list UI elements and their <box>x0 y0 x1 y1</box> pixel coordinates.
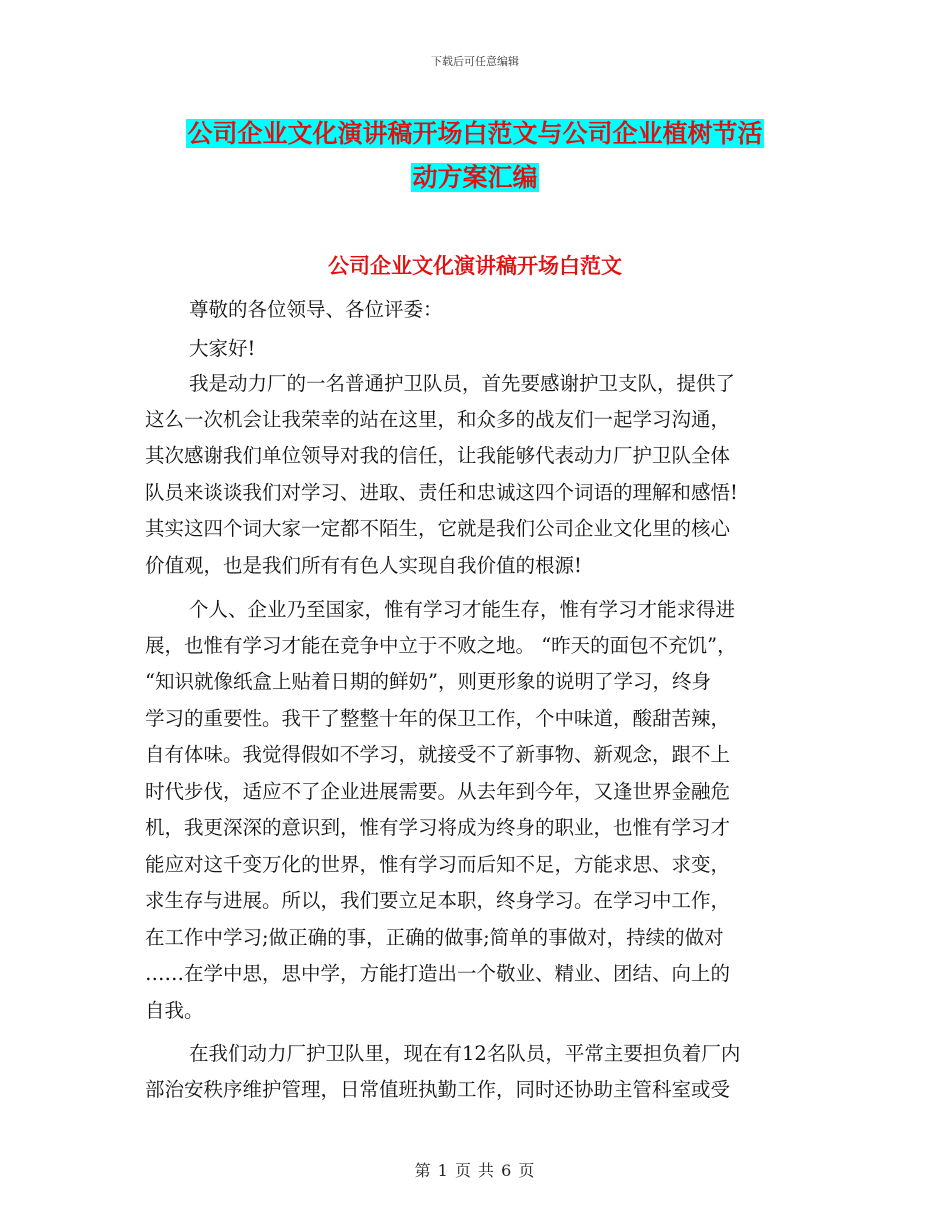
body-line: 求生存与进展。所以，我们要立足本职，终身学习。在学习中工作， <box>145 889 731 912</box>
body-line: 在我们动力厂护卫队里，现在有12名队员，平常主要担负着厂内 <box>189 1042 741 1065</box>
document-title-line-2 <box>0 158 950 194</box>
body-line: ……在学中思，思中学，方能打造出一个敬业、精业、团结、向上的 <box>145 962 731 985</box>
body-line: 部治安秩序维护管理，日常值班执勤工作，同时还协助主管科室或受 <box>145 1078 731 1101</box>
section-title: 公司企业文化演讲稿开场白范文 <box>328 254 622 278</box>
body-line: 展，也惟有学习才能在竞争中立于不败之地。 “昨天的面包不充饥”， <box>145 634 737 657</box>
body-line: “知识就像纸盒上贴着日期的鲜奶”，则更形象的说明了学习，终身 <box>145 670 711 693</box>
body-line: 队员来谈谈我们对学习、进取、责任和忠诚这四个词语的理解和感悟! <box>145 481 738 504</box>
body-line: 尊敬的各位领导、各位评委： <box>189 298 443 321</box>
header-note: 下载后可任意编辑 <box>431 55 519 68</box>
document-title-line-1 <box>0 114 950 150</box>
body-line: 其次感谢我们单位领导对我的信任，让我能够代表动力厂护卫队全体 <box>145 444 731 467</box>
title-highlight-1: 公司企业文化演讲稿开场白范文与公司企业植树节活 <box>187 119 763 148</box>
page-footer: 第 1 页 共 6 页 <box>414 1161 536 1180</box>
body-line: 个人、企业乃至国家，惟有学习才能生存，惟有学习才能求得进 <box>189 598 736 621</box>
body-line: 其实这四个词大家一定都不陌生，它就是我们公司企业文化里的核心 <box>145 517 731 540</box>
body-line: 机，我更深深的意识到，惟有学习将成为终身的职业，也惟有学习才 <box>145 816 731 839</box>
body-line: 自我。 <box>145 999 204 1022</box>
body-line: 能应对这千变万化的世界，惟有学习而后知不足，方能求思、求变， <box>145 853 731 876</box>
body-line: 时代步伐，适应不了企业进展需要。从去年到今年，又逢世界金融危 <box>145 780 731 803</box>
body-line: 这么一次机会让我荣幸的站在这里，和众多的战友们一起学习沟通， <box>145 408 731 431</box>
title-highlight-2: 动方案汇编 <box>412 163 538 192</box>
body-line: 大家好! <box>189 337 256 360</box>
body-line: 我是动力厂的一名普通护卫队员，首先要感谢护卫支队，提供了 <box>189 372 736 395</box>
body-line: 价值观，也是我们所有有色人实现自我价值的根源! <box>145 554 582 577</box>
body-line: 在工作中学习;做正确的事，正确的做事;简单的事做对，持续的做对 <box>145 926 724 949</box>
body-line: 自有体味。我觉得假如不学习，就接受不了新事物、新观念，跟不上 <box>145 743 731 766</box>
body-line: 学习的重要性。我干了整整十年的保卫工作，个中味道，酸甜苦辣， <box>145 707 731 730</box>
